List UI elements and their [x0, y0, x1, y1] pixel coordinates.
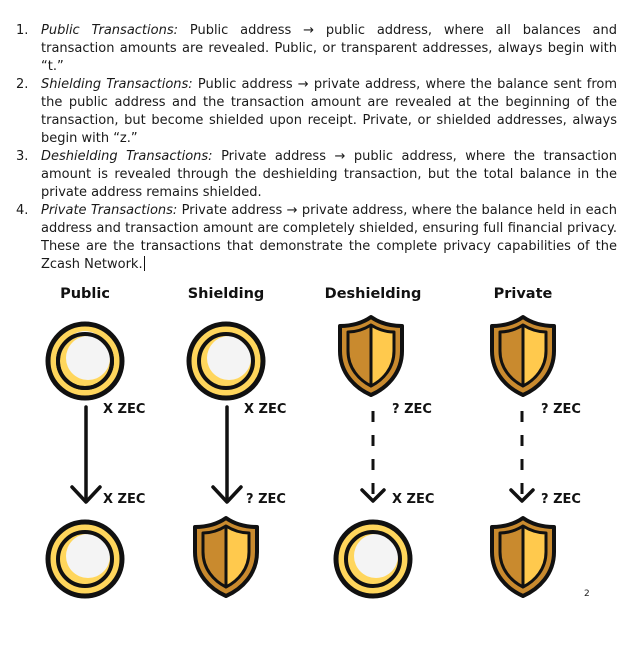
- amount-label: X ZEC: [103, 402, 146, 417]
- column-title-private: Private: [493, 286, 553, 302]
- list-item-body: Private address → private address, where the balance held in each address and transaction amount are completely shielded, ensuring full financial privacy. These are the transactions that demonstrate the complete privacy capabilities of the Zcash Network.: [41, 203, 617, 272]
- amount-label: ? ZEC: [541, 492, 581, 507]
- coin-icon: [185, 320, 267, 402]
- list-item-title: Shielding Transactions:: [41, 77, 193, 92]
- list-item-title: Private Transactions:: [41, 203, 178, 218]
- list-item: [0, 202, 640, 274]
- list-number: 1.: [16, 23, 29, 38]
- amount-label: ? ZEC: [392, 402, 432, 417]
- amount-label: X ZEC: [244, 402, 287, 417]
- column-title-deshielding: Deshielding: [324, 286, 422, 302]
- list-number: 3.: [16, 149, 29, 164]
- text-cursor: [144, 256, 145, 271]
- list-item: [0, 148, 640, 202]
- page-number: 2: [584, 589, 590, 599]
- column-title-public: Public: [60, 286, 110, 302]
- amount-label: ? ZEC: [246, 492, 286, 507]
- list-item: [0, 22, 640, 76]
- shield-icon: [487, 514, 559, 600]
- list-item-body: Public address → public address, where all balances and transaction amounts are revealed. Public, or transparent addresses, always begin with “t.”: [41, 23, 617, 74]
- list-item-title: Public Transactions:: [41, 23, 178, 38]
- dashed-arrow-down-icon: [353, 405, 393, 509]
- column-title-shielding: Shielding: [187, 286, 265, 302]
- amount-label: X ZEC: [103, 492, 146, 507]
- solid-arrow-down-icon: [207, 405, 247, 509]
- list-item: [0, 76, 640, 148]
- shield-icon: [335, 313, 407, 399]
- solid-arrow-down-icon: [66, 405, 106, 509]
- shield-icon: [487, 313, 559, 399]
- list-item-body: Private address → public address, where the transaction amount is revealed through the deshielding transaction, but the total balance in the private address remains shielded.: [41, 149, 617, 200]
- list-item-title: Deshielding Transactions:: [41, 149, 213, 164]
- amount-label: ? ZEC: [541, 402, 581, 417]
- coin-icon: [44, 320, 126, 402]
- coin-icon: [332, 518, 414, 600]
- list-number: 4.: [16, 203, 29, 218]
- transaction-types-list: [0, 22, 640, 274]
- shield-icon: [190, 514, 262, 600]
- list-item-body: Public address → private address, where the balance sent from the public address and the transaction amount are revealed at the beginning of the transaction, but become shielded upon receipt. Private, or shielded addresses, always begin with “z.”: [41, 77, 618, 146]
- amount-label: X ZEC: [392, 492, 435, 507]
- list-number: 2.: [16, 77, 29, 92]
- dashed-arrow-down-icon: [502, 405, 542, 509]
- coin-icon: [44, 518, 126, 600]
